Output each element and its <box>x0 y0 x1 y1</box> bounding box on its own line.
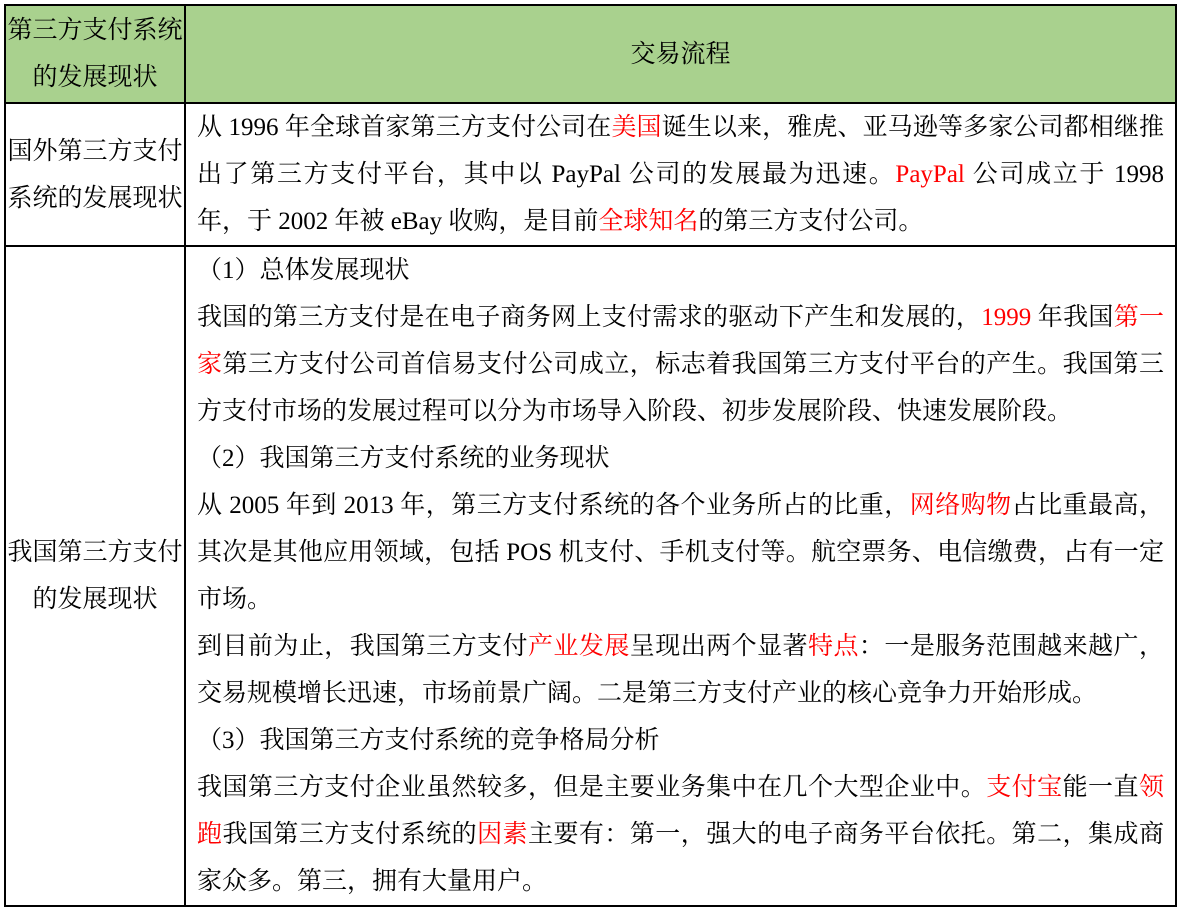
highlight-text: 全球知名 <box>598 208 699 235</box>
highlight-text: 特点 <box>808 633 859 660</box>
body-text: 公司成立于 1998 年，于 2002 年被 eBay 收购，是目前 <box>197 161 1164 235</box>
body-text: 年我国 <box>1031 304 1114 331</box>
body-text: （2）我国第三方支付系统的业务现状 <box>197 445 610 472</box>
highlight-text: 美国 <box>611 114 662 141</box>
body-text: 从 1996 年全球首家第三方支付公司在 <box>197 114 612 141</box>
row-label-domestic <box>5 246 185 906</box>
highlight-text: PayPal <box>895 161 965 188</box>
body-text: 的第三方支付公司。 <box>698 208 924 235</box>
body-text: ：一是服务范围越来越广，交易规模增长迅速，市场前景广阔。二是第三方支付产业的核心竞争力开始形成。 <box>197 633 1164 707</box>
row-label-line2: 的发展现状 <box>32 586 158 613</box>
highlight-text: 领跑 <box>197 774 1164 848</box>
body-text: 到目前为止，我国第三方支付 <box>197 633 528 660</box>
content-paragraph <box>197 294 1164 435</box>
content-paragraph-heading-2 <box>197 435 1164 482</box>
body-text: （1）总体发展现状 <box>197 257 410 284</box>
header-col1-line2: 的发展现状 <box>32 64 158 91</box>
table-row-foreign <box>5 103 1176 246</box>
row-label-foreign <box>5 103 185 246</box>
highlight-text: 网络购物 <box>909 492 1012 519</box>
body-text: 诞生以来，雅虎、亚马逊等多家公司都相继推出了第三方支付平台，其中以 PayPal 公司的发展最为迅速。 <box>197 114 1164 188</box>
content-paragraph-heading-3 <box>197 717 1164 764</box>
body-text: 呈现出两个显著 <box>629 633 808 660</box>
body-text: 从 2005 年到 2013 年，第三方支付系统的各个业务所占的比重， <box>197 492 910 519</box>
body-text: 我国第三方支付系统的 <box>222 821 478 848</box>
highlight-text: 支付宝 <box>986 774 1063 801</box>
table-row-domestic <box>5 246 1176 906</box>
row-label-line2: 系统的发展现状 <box>7 184 183 212</box>
header-row <box>5 5 1176 103</box>
content-paragraph <box>197 104 1164 245</box>
highlight-text: 第一家 <box>197 304 1164 378</box>
row-label-line1: 我国第三方支付 <box>7 539 183 566</box>
body-text: 第三方支付公司首信易支付公司成立，标志着我国第三方支付平台的产生。我国第三方支付市场的发展过程可以分为市场导入阶段、初步发展阶段、快速发展阶段。 <box>197 351 1164 425</box>
body-text: 占比重最高，其次是其他应用领域，包括 POS 机支付、手机支付等。航空票务、电信缴费，占有一定市场。 <box>197 492 1164 613</box>
body-text: （3）我国第三方支付系统的竞争格局分析 <box>197 727 660 754</box>
content-paragraph <box>197 623 1164 717</box>
payment-overview-table <box>4 4 1177 907</box>
highlight-text: 1999 <box>981 304 1032 331</box>
content-cell-foreign <box>185 103 1176 246</box>
header-col2-cell <box>185 5 1176 103</box>
highlight-text: 因素 <box>477 821 528 848</box>
body-text: 我国第三方支付企业虽然较多，但是主要业务集中在几个大型企业中。 <box>197 774 987 801</box>
header-col2-title: 交易流程 <box>630 40 731 68</box>
content-cell-domestic <box>185 246 1176 906</box>
body-text: 我国的第三方支付是在电子商务网上支付需求的驱动下产生和发展的， <box>197 304 982 331</box>
content-paragraph <box>197 764 1164 905</box>
content-paragraph <box>197 482 1164 623</box>
header-col1-line1: 第三方支付系统 <box>7 17 183 44</box>
body-text: 主要有：第一，强大的电子商务平台依托。第二，集成商家众多。第三，拥有大量用户。 <box>197 821 1164 895</box>
row-label-line1: 国外第三方支付 <box>7 137 183 165</box>
highlight-text: 产业发展 <box>527 633 630 660</box>
header-col1-cell <box>5 5 185 103</box>
content-paragraph-heading-1 <box>197 247 1164 294</box>
body-text: 能一直 <box>1062 774 1139 801</box>
